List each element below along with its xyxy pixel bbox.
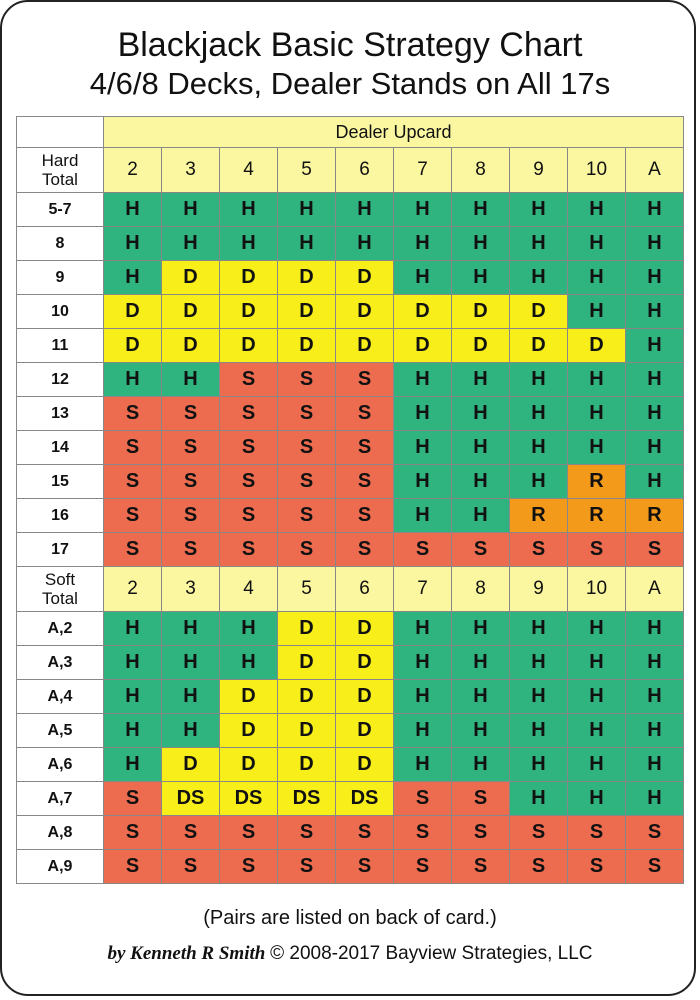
action-cell: S (336, 397, 394, 431)
hard-upcard-4: 4 (220, 148, 278, 193)
action-cell: D (336, 646, 394, 680)
action-cell: S (278, 816, 336, 850)
action-cell: S (104, 816, 162, 850)
hard-upcard-7: 7 (394, 148, 452, 193)
action-cell: D (162, 295, 220, 329)
action-cell: D (104, 329, 162, 363)
action-cell: H (452, 465, 510, 499)
action-cell: H (626, 329, 684, 363)
action-cell: D (104, 295, 162, 329)
action-cell: S (104, 499, 162, 533)
action-cell: S (220, 533, 278, 567)
action-cell: H (510, 227, 568, 261)
action-cell: D (162, 748, 220, 782)
action-cell: D (336, 329, 394, 363)
action-cell: S (336, 850, 394, 884)
action-cell: H (568, 782, 626, 816)
action-cell: S (336, 363, 394, 397)
hard-row-label: 10 (17, 295, 104, 329)
hard-row-label: 8 (17, 227, 104, 261)
action-cell: S (220, 431, 278, 465)
action-cell: D (278, 646, 336, 680)
action-cell: H (626, 363, 684, 397)
hard-row-label: 9 (17, 261, 104, 295)
action-cell: H (220, 612, 278, 646)
action-cell: H (626, 612, 684, 646)
action-cell: S (278, 363, 336, 397)
action-cell: H (452, 714, 510, 748)
dealer-upcard-label: Dealer Upcard (104, 117, 684, 148)
action-cell: D (162, 329, 220, 363)
action-cell: S (104, 850, 162, 884)
hard-upcard-8: 8 (452, 148, 510, 193)
action-cell: H (162, 646, 220, 680)
action-cell: D (278, 612, 336, 646)
action-cell: S (278, 850, 336, 884)
hard-row (17, 295, 684, 329)
action-cell: H (568, 193, 626, 227)
hard-row-label: 13 (17, 397, 104, 431)
action-cell: D (278, 329, 336, 363)
action-cell: S (278, 397, 336, 431)
hard-row (17, 227, 684, 261)
action-cell: H (104, 612, 162, 646)
action-cell: S (278, 431, 336, 465)
action-cell: H (452, 499, 510, 533)
credit-line (2, 943, 696, 965)
action-cell: D (220, 329, 278, 363)
action-cell: H (452, 397, 510, 431)
action-cell: S (568, 816, 626, 850)
action-cell: H (104, 227, 162, 261)
hard-upcard-ace: A (626, 148, 684, 193)
action-cell: DS (336, 782, 394, 816)
action-cell: D (220, 714, 278, 748)
action-cell: H (510, 261, 568, 295)
soft-row (17, 850, 684, 884)
action-cell: H (452, 646, 510, 680)
action-cell: H (394, 261, 452, 295)
soft-upcard-7: 7 (394, 567, 452, 612)
action-cell: S (568, 850, 626, 884)
action-cell: D (278, 261, 336, 295)
action-cell: D (278, 295, 336, 329)
soft-row (17, 714, 684, 748)
action-cell: D (220, 261, 278, 295)
action-cell: H (568, 261, 626, 295)
hard-row (17, 431, 684, 465)
action-cell: S (278, 465, 336, 499)
soft-upcard-3: 3 (162, 567, 220, 612)
action-cell: R (568, 499, 626, 533)
action-cell: H (104, 261, 162, 295)
soft-row-label: A,7 (17, 782, 104, 816)
action-cell: H (394, 363, 452, 397)
action-cell: H (104, 714, 162, 748)
soft-upcard-10: 10 (568, 567, 626, 612)
action-cell: S (626, 850, 684, 884)
action-cell: S (336, 431, 394, 465)
hard-row (17, 533, 684, 567)
action-cell: H (510, 397, 568, 431)
action-cell: H (220, 227, 278, 261)
action-cell: S (220, 850, 278, 884)
hard-row-label: 12 (17, 363, 104, 397)
action-cell: S (162, 397, 220, 431)
action-cell: S (336, 533, 394, 567)
copyright-text: © 2008-2017 Bayview Strategies, LLC (270, 943, 593, 964)
action-cell: H (568, 748, 626, 782)
action-cell: H (510, 431, 568, 465)
soft-row-label: A,5 (17, 714, 104, 748)
action-cell: S (510, 533, 568, 567)
action-cell: H (452, 431, 510, 465)
action-cell: H (452, 680, 510, 714)
action-cell: H (452, 612, 510, 646)
soft-upcard-8: 8 (452, 567, 510, 612)
action-cell: D (336, 714, 394, 748)
action-cell: D (394, 295, 452, 329)
action-cell: D (336, 295, 394, 329)
action-cell: H (510, 680, 568, 714)
soft-row (17, 646, 684, 680)
soft-total-label (17, 567, 104, 612)
action-cell: S (394, 782, 452, 816)
action-cell: S (510, 816, 568, 850)
hard-upcard-5: 5 (278, 148, 336, 193)
action-cell: H (394, 646, 452, 680)
hard-row-label: 16 (17, 499, 104, 533)
action-cell: H (626, 646, 684, 680)
action-cell: H (568, 397, 626, 431)
action-cell: D (336, 261, 394, 295)
action-cell: H (452, 227, 510, 261)
action-cell: H (568, 295, 626, 329)
action-cell: H (394, 465, 452, 499)
hard-label-line2: Total (42, 170, 78, 189)
action-cell: H (104, 193, 162, 227)
hard-row-label: 15 (17, 465, 104, 499)
action-cell: D (220, 680, 278, 714)
action-cell: S (336, 816, 394, 850)
action-cell: D (162, 261, 220, 295)
hard-upcard-9: 9 (510, 148, 568, 193)
action-cell: S (104, 465, 162, 499)
action-cell: H (104, 680, 162, 714)
action-cell: S (626, 533, 684, 567)
action-cell: D (336, 612, 394, 646)
action-cell: H (626, 714, 684, 748)
action-cell: R (510, 499, 568, 533)
action-cell: H (510, 363, 568, 397)
action-cell: S (336, 465, 394, 499)
hard-row (17, 465, 684, 499)
hard-row-label: 5-7 (17, 193, 104, 227)
hard-row-label: 14 (17, 431, 104, 465)
action-cell: H (394, 397, 452, 431)
hard-row (17, 329, 684, 363)
hard-row (17, 397, 684, 431)
action-cell: S (220, 397, 278, 431)
author-name: by Kenneth R Smith (107, 943, 266, 964)
action-cell: S (452, 782, 510, 816)
hard-upcard-6: 6 (336, 148, 394, 193)
action-cell: H (104, 646, 162, 680)
action-cell: H (394, 193, 452, 227)
action-cell: H (104, 363, 162, 397)
action-cell: S (162, 431, 220, 465)
hard-upcard-10: 10 (568, 148, 626, 193)
hard-upcard-row (17, 148, 684, 193)
action-cell: H (568, 227, 626, 261)
soft-upcard-6: 6 (336, 567, 394, 612)
header-corner-cell (17, 117, 104, 148)
action-cell: S (394, 533, 452, 567)
action-cell: H (568, 646, 626, 680)
action-cell: H (626, 680, 684, 714)
action-cell: H (510, 612, 568, 646)
action-cell: H (162, 193, 220, 227)
action-cell: H (452, 363, 510, 397)
action-cell: S (162, 533, 220, 567)
chart-subtitle: 4/6/8 Decks, Dealer Stands on All 17s (89, 66, 611, 101)
action-cell: H (626, 193, 684, 227)
action-cell: H (510, 714, 568, 748)
action-cell: H (278, 227, 336, 261)
action-cell: S (336, 499, 394, 533)
action-cell: DS (278, 782, 336, 816)
soft-label-line1: Soft (44, 570, 76, 589)
action-cell: H (220, 193, 278, 227)
action-cell: H (626, 227, 684, 261)
action-cell: H (394, 227, 452, 261)
soft-row (17, 816, 684, 850)
action-cell: D (336, 680, 394, 714)
soft-row (17, 612, 684, 646)
action-cell: H (394, 748, 452, 782)
action-cell: H (626, 431, 684, 465)
action-cell: D (220, 295, 278, 329)
action-cell: H (568, 680, 626, 714)
soft-upcard-4: 4 (220, 567, 278, 612)
action-cell: DS (220, 782, 278, 816)
action-cell: S (278, 499, 336, 533)
action-cell: S (452, 816, 510, 850)
action-cell: D (394, 329, 452, 363)
action-cell: S (568, 533, 626, 567)
action-cell: D (452, 329, 510, 363)
action-cell: S (162, 499, 220, 533)
action-cell: H (510, 646, 568, 680)
soft-row (17, 782, 684, 816)
soft-row-label: A,6 (17, 748, 104, 782)
action-cell: H (336, 193, 394, 227)
action-cell: S (104, 533, 162, 567)
action-cell: S (626, 816, 684, 850)
action-cell: H (626, 782, 684, 816)
action-cell: S (394, 850, 452, 884)
action-cell: H (162, 612, 220, 646)
action-cell: H (394, 680, 452, 714)
action-cell: H (510, 748, 568, 782)
action-cell: H (452, 193, 510, 227)
action-cell: S (220, 465, 278, 499)
soft-upcard-5: 5 (278, 567, 336, 612)
strategy-table (16, 116, 684, 884)
soft-upcard-2: 2 (104, 567, 162, 612)
action-cell: S (220, 499, 278, 533)
action-cell: H (510, 193, 568, 227)
action-cell: D (568, 329, 626, 363)
action-cell: S (104, 431, 162, 465)
soft-row-label: A,9 (17, 850, 104, 884)
action-cell: S (510, 850, 568, 884)
action-cell: H (568, 431, 626, 465)
hard-row (17, 261, 684, 295)
action-cell: S (220, 816, 278, 850)
action-cell: S (452, 850, 510, 884)
action-cell: D (278, 680, 336, 714)
chart-title: Blackjack Basic Strategy Chart (117, 26, 583, 64)
hard-row (17, 193, 684, 227)
action-cell: D (278, 748, 336, 782)
action-cell: H (626, 748, 684, 782)
action-cell: H (104, 748, 162, 782)
soft-row-label: A,8 (17, 816, 104, 850)
action-cell: H (336, 227, 394, 261)
action-cell: H (626, 295, 684, 329)
soft-upcard-ace: A (626, 567, 684, 612)
action-cell: D (336, 748, 394, 782)
action-cell: D (452, 295, 510, 329)
action-cell: S (220, 363, 278, 397)
action-cell: S (162, 850, 220, 884)
action-cell: H (626, 397, 684, 431)
soft-row (17, 680, 684, 714)
action-cell: H (394, 499, 452, 533)
action-cell: S (104, 782, 162, 816)
action-cell: S (162, 816, 220, 850)
pairs-note: (Pairs are listed on back of card.) (203, 907, 497, 929)
soft-row-label: A,2 (17, 612, 104, 646)
hard-upcard-2: 2 (104, 148, 162, 193)
action-cell: H (510, 782, 568, 816)
hard-label-line1: Hard (41, 151, 79, 170)
action-cell: S (278, 533, 336, 567)
action-cell: H (394, 431, 452, 465)
action-cell: D (220, 748, 278, 782)
action-cell: H (452, 261, 510, 295)
action-cell: H (568, 612, 626, 646)
action-cell: R (568, 465, 626, 499)
action-cell: D (510, 295, 568, 329)
hard-upcard-3: 3 (162, 148, 220, 193)
action-cell: H (162, 680, 220, 714)
action-cell: H (394, 714, 452, 748)
soft-upcard-row (17, 567, 684, 612)
soft-label-line2: Total (42, 589, 78, 608)
action-cell: DS (162, 782, 220, 816)
action-cell: H (452, 748, 510, 782)
action-cell: H (162, 227, 220, 261)
action-cell: S (394, 816, 452, 850)
action-cell: H (278, 193, 336, 227)
action-cell: H (162, 714, 220, 748)
hard-total-label (17, 148, 104, 193)
action-cell: H (162, 363, 220, 397)
action-cell: H (626, 261, 684, 295)
action-cell: R (626, 499, 684, 533)
hard-row (17, 363, 684, 397)
action-cell: H (568, 714, 626, 748)
action-cell: H (220, 646, 278, 680)
action-cell: H (510, 465, 568, 499)
soft-row-label: A,3 (17, 646, 104, 680)
action-cell: H (626, 465, 684, 499)
soft-upcard-9: 9 (510, 567, 568, 612)
action-cell: D (278, 714, 336, 748)
action-cell: H (568, 363, 626, 397)
action-cell: S (162, 465, 220, 499)
action-cell: H (394, 612, 452, 646)
dealer-upcard-header-row (17, 117, 684, 148)
soft-row (17, 748, 684, 782)
hard-row-label: 17 (17, 533, 104, 567)
soft-row-label: A,4 (17, 680, 104, 714)
action-cell: S (104, 397, 162, 431)
action-cell: S (452, 533, 510, 567)
hard-row-label: 11 (17, 329, 104, 363)
hard-row (17, 499, 684, 533)
action-cell: D (510, 329, 568, 363)
